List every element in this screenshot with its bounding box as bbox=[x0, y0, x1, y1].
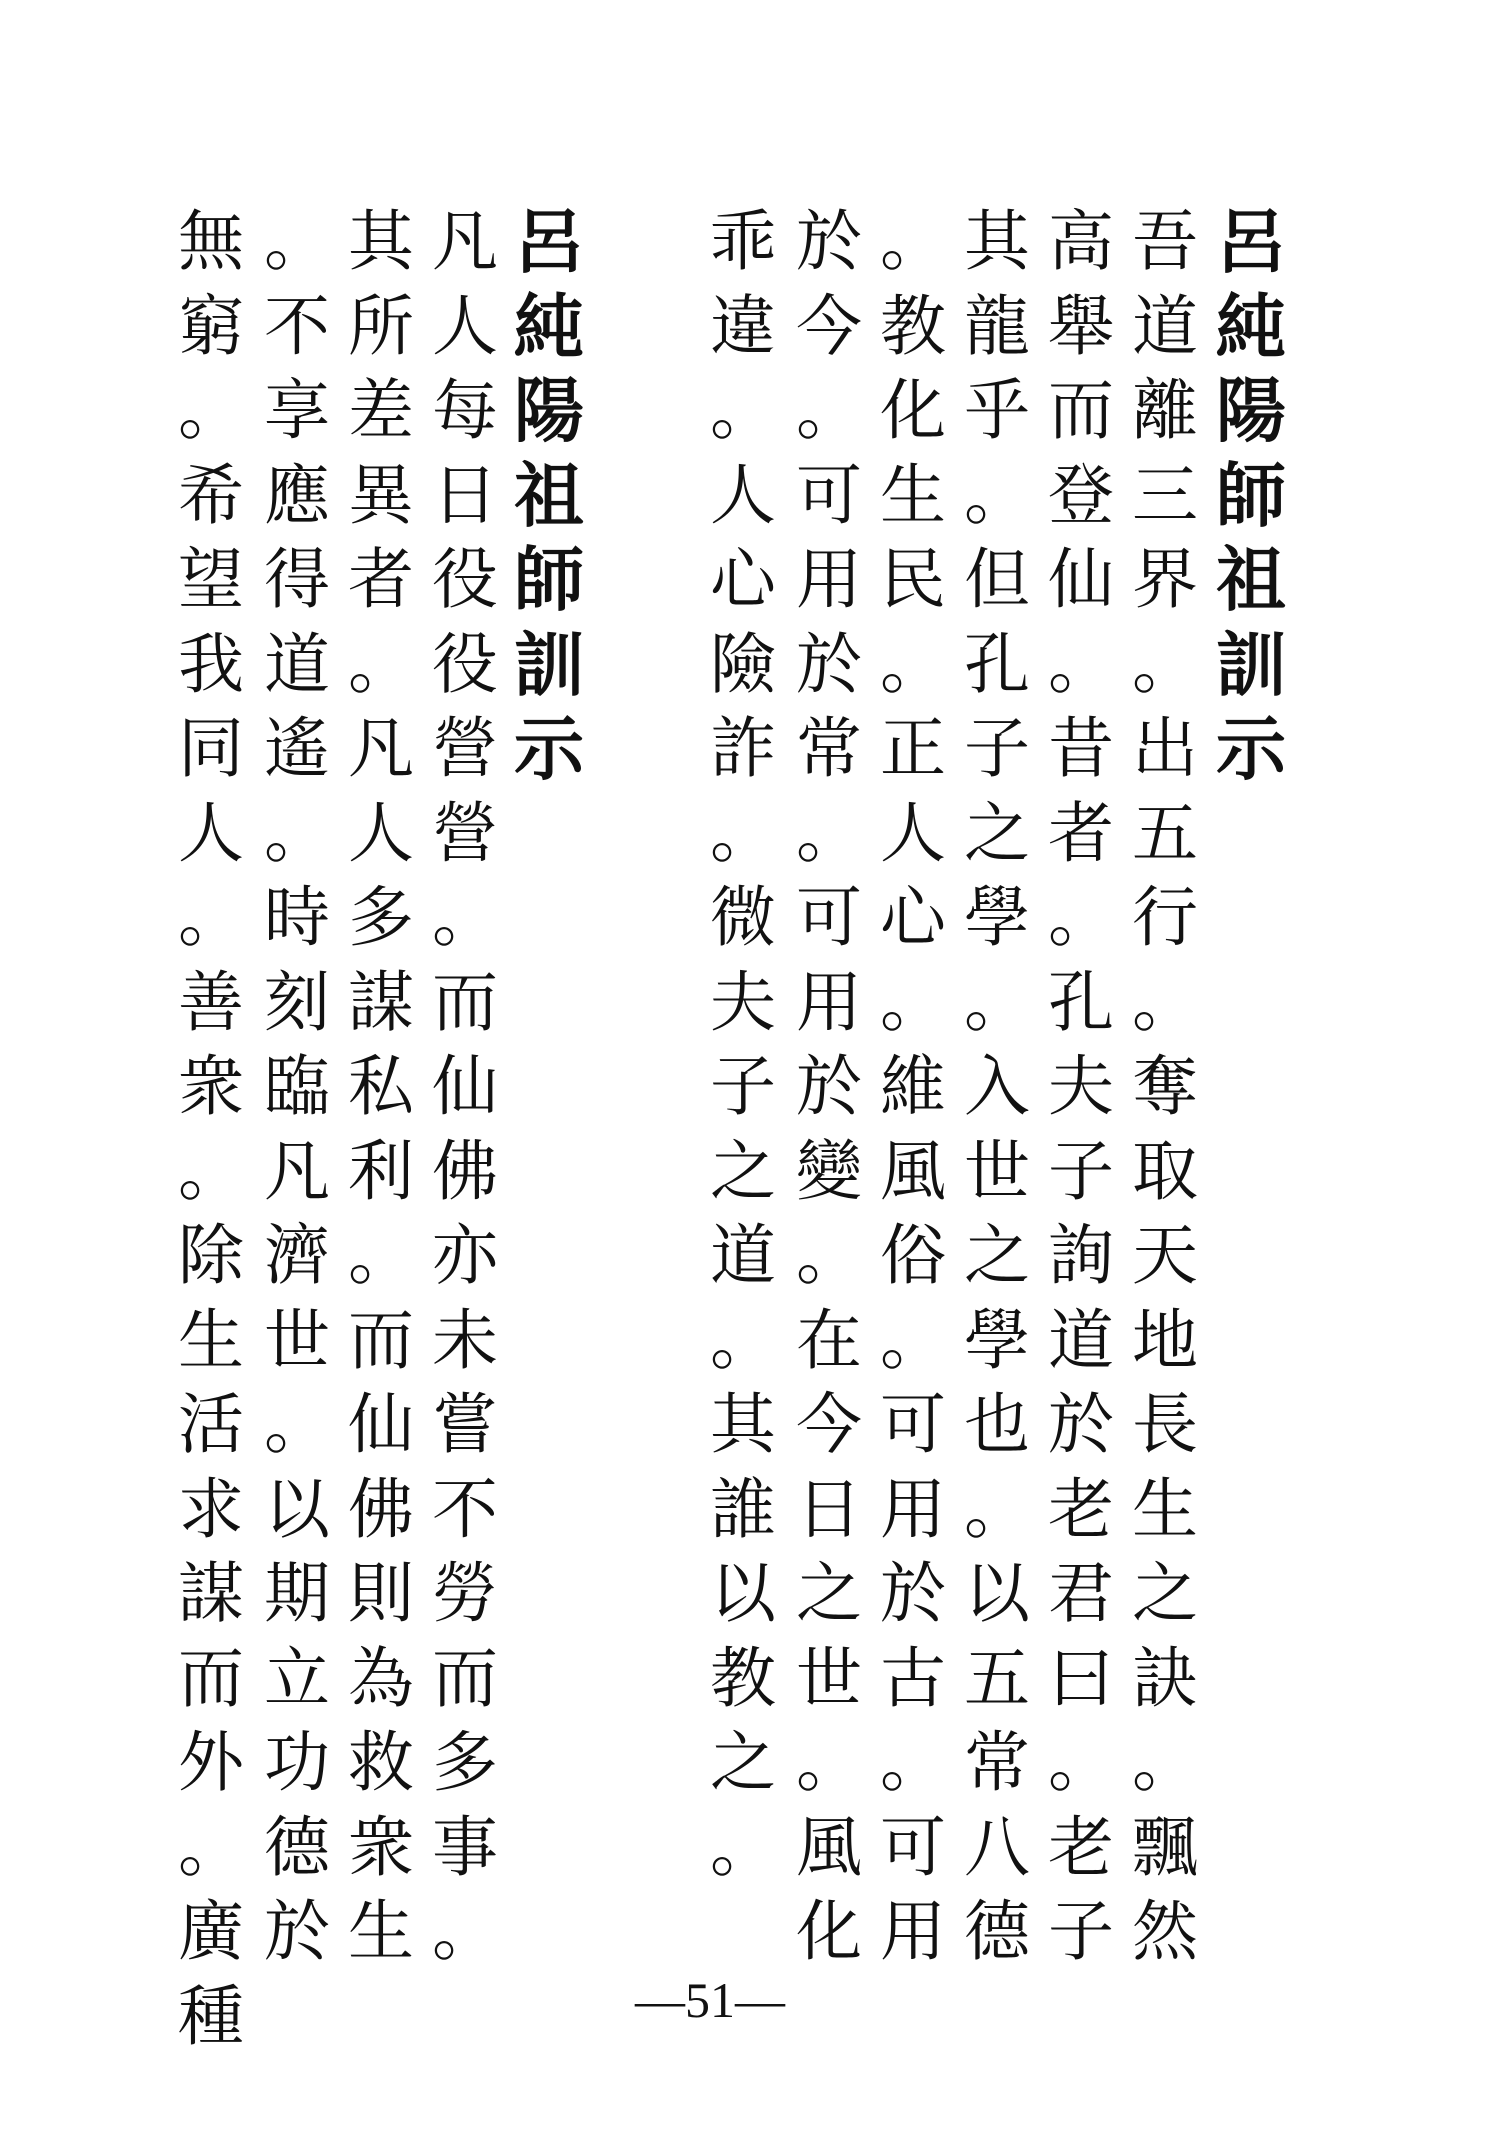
char: 教 bbox=[710, 1639, 776, 1717]
char: 常 bbox=[796, 710, 862, 787]
char: 謀 bbox=[178, 1555, 244, 1632]
char: 人 bbox=[178, 794, 244, 872]
char: 孔 bbox=[1048, 963, 1114, 1041]
char: 老 bbox=[1048, 1808, 1114, 1886]
char: 。 bbox=[178, 1808, 244, 1886]
text-column bbox=[788, 200, 870, 1975]
char: 嘗 bbox=[432, 1386, 498, 1463]
char: 我 bbox=[178, 625, 244, 703]
char: 訓 bbox=[514, 623, 584, 706]
text-column bbox=[256, 200, 338, 1975]
char: 常 bbox=[964, 1724, 1030, 1801]
char: 生 bbox=[348, 1893, 414, 1970]
char: 。 bbox=[880, 1301, 946, 1379]
char: 。 bbox=[264, 203, 330, 280]
char: 仙 bbox=[1048, 541, 1114, 618]
char: 德 bbox=[264, 1808, 330, 1886]
char: 以 bbox=[964, 1555, 1030, 1632]
char: 除 bbox=[178, 1217, 244, 1294]
char: 則 bbox=[348, 1555, 414, 1632]
char: 於 bbox=[796, 625, 862, 703]
char: 生 bbox=[178, 1301, 244, 1379]
char: 然 bbox=[1132, 1893, 1198, 1970]
char: 但 bbox=[964, 541, 1030, 618]
char: 誰 bbox=[710, 1470, 776, 1548]
char: 人 bbox=[432, 287, 498, 365]
char: 道 bbox=[1048, 1301, 1114, 1379]
char: 地 bbox=[1132, 1301, 1198, 1379]
char: 俗 bbox=[880, 1217, 946, 1294]
text-column bbox=[170, 200, 252, 2059]
section-title bbox=[508, 200, 590, 792]
char: 衆 bbox=[348, 1808, 414, 1886]
char: 事 bbox=[432, 1808, 498, 1886]
char: 臨 bbox=[264, 1048, 330, 1125]
char: 天 bbox=[1132, 1217, 1198, 1294]
char: 人 bbox=[880, 794, 946, 872]
char: 。 bbox=[432, 1893, 498, 1970]
char: 為 bbox=[348, 1639, 414, 1717]
char: 活 bbox=[178, 1386, 244, 1463]
char: 。 bbox=[710, 372, 776, 449]
char: 望 bbox=[178, 541, 244, 618]
char: 祖 bbox=[1216, 539, 1286, 621]
char: 。 bbox=[1048, 625, 1114, 703]
char: 子 bbox=[964, 710, 1030, 787]
char: 也 bbox=[964, 1386, 1030, 1463]
char: 役 bbox=[432, 541, 498, 618]
char: 。 bbox=[1132, 625, 1198, 703]
char: 風 bbox=[796, 1808, 862, 1886]
char: 每 bbox=[432, 372, 498, 449]
char: 在 bbox=[796, 1301, 862, 1379]
char: 仙 bbox=[432, 1048, 498, 1125]
char: 五 bbox=[1132, 794, 1198, 872]
char: 生 bbox=[1132, 1470, 1198, 1548]
char: 利 bbox=[348, 1132, 414, 1210]
char: 可 bbox=[880, 1386, 946, 1463]
char: 子 bbox=[1048, 1132, 1114, 1210]
char: 。 bbox=[1048, 1724, 1114, 1801]
char: 而 bbox=[432, 1639, 498, 1717]
char: 。 bbox=[178, 372, 244, 449]
char: 之 bbox=[1132, 1555, 1198, 1632]
char: 陽 bbox=[514, 370, 584, 452]
char: 。 bbox=[796, 372, 862, 449]
char: 乖 bbox=[710, 203, 776, 280]
char: 登 bbox=[1048, 456, 1114, 534]
text-column bbox=[872, 200, 954, 1975]
char: 所 bbox=[348, 287, 414, 365]
char: 曰 bbox=[1048, 1639, 1114, 1717]
char: 。 bbox=[178, 1132, 244, 1210]
char: 純 bbox=[1216, 285, 1286, 368]
char: 其 bbox=[964, 203, 1030, 280]
char: 。 bbox=[796, 794, 862, 872]
char: 。 bbox=[796, 1217, 862, 1294]
char: 而 bbox=[432, 963, 498, 1041]
char: 詐 bbox=[710, 710, 776, 787]
char: 。 bbox=[264, 1386, 330, 1463]
char: 廣 bbox=[178, 1893, 244, 1970]
char: 時 bbox=[264, 879, 330, 956]
char: 化 bbox=[880, 372, 946, 449]
char: 以 bbox=[264, 1470, 330, 1548]
char: 可 bbox=[880, 1808, 946, 1886]
char: 佛 bbox=[348, 1470, 414, 1548]
char: 而 bbox=[178, 1639, 244, 1717]
char: 役 bbox=[432, 625, 498, 703]
char: 高 bbox=[1048, 203, 1114, 280]
char: 無 bbox=[178, 203, 244, 280]
char: 善 bbox=[178, 963, 244, 1041]
char: 正 bbox=[880, 710, 946, 787]
char: 者 bbox=[348, 541, 414, 618]
char: 異 bbox=[348, 456, 414, 534]
char: 舉 bbox=[1048, 287, 1114, 365]
text-column bbox=[956, 200, 1038, 1975]
char: 。 bbox=[348, 625, 414, 703]
char: 人 bbox=[710, 456, 776, 534]
char: 。 bbox=[964, 963, 1030, 1041]
text-column bbox=[1040, 200, 1122, 1975]
char: 變 bbox=[796, 1132, 862, 1210]
char: 訣 bbox=[1132, 1639, 1198, 1717]
char: 入 bbox=[964, 1048, 1030, 1125]
char: 窮 bbox=[178, 287, 244, 365]
char: 不 bbox=[264, 287, 330, 365]
char: 應 bbox=[264, 456, 330, 534]
char: 於 bbox=[796, 1048, 862, 1125]
char: 昔 bbox=[1048, 710, 1114, 787]
char: 。 bbox=[710, 1301, 776, 1379]
char: 微 bbox=[710, 879, 776, 956]
char: 而 bbox=[1048, 372, 1114, 449]
char: 吾 bbox=[1132, 203, 1198, 280]
char: 凡 bbox=[348, 710, 414, 787]
char: 今 bbox=[796, 287, 862, 365]
char: 期 bbox=[264, 1555, 330, 1632]
char: 。 bbox=[178, 879, 244, 956]
char: 以 bbox=[710, 1555, 776, 1632]
char: 。 bbox=[264, 794, 330, 872]
char: 多 bbox=[348, 879, 414, 956]
char: 凡 bbox=[432, 203, 498, 280]
char: 。 bbox=[1048, 879, 1114, 956]
text-column bbox=[424, 200, 506, 1975]
char: 訓 bbox=[1216, 623, 1286, 706]
char: 險 bbox=[710, 625, 776, 703]
char: 種 bbox=[178, 1977, 244, 2055]
char: 世 bbox=[264, 1301, 330, 1379]
char: 出 bbox=[1132, 710, 1198, 787]
char: 民 bbox=[880, 541, 946, 618]
char: 差 bbox=[348, 372, 414, 449]
char: 君 bbox=[1048, 1555, 1114, 1632]
char: 日 bbox=[796, 1470, 862, 1548]
char: 可 bbox=[796, 879, 862, 956]
char: 用 bbox=[880, 1893, 946, 1970]
char: 道 bbox=[1132, 287, 1198, 365]
char: 於 bbox=[1048, 1386, 1114, 1463]
char: 子 bbox=[1048, 1893, 1114, 1970]
text-column bbox=[340, 200, 422, 1975]
char: 夫 bbox=[710, 963, 776, 1041]
char: 濟 bbox=[264, 1217, 330, 1294]
char: 佛 bbox=[432, 1132, 498, 1210]
char: 勞 bbox=[432, 1555, 498, 1632]
char: 。 bbox=[432, 879, 498, 956]
char: 之 bbox=[710, 1724, 776, 1801]
char: 可 bbox=[796, 456, 862, 534]
char: 夫 bbox=[1048, 1048, 1114, 1125]
char: 用 bbox=[796, 963, 862, 1041]
char: 。 bbox=[710, 1808, 776, 1886]
char: 風 bbox=[880, 1132, 946, 1210]
char: 道 bbox=[264, 625, 330, 703]
char: 界 bbox=[1132, 541, 1198, 618]
char: 其 bbox=[710, 1386, 776, 1463]
char: 之 bbox=[796, 1555, 862, 1632]
text-column bbox=[702, 200, 784, 1890]
char: 違 bbox=[710, 287, 776, 365]
char: 龍 bbox=[964, 287, 1030, 365]
char: 多 bbox=[432, 1724, 498, 1801]
char: 呂 bbox=[514, 201, 584, 283]
char: 用 bbox=[880, 1470, 946, 1548]
char: 。 bbox=[348, 1217, 414, 1294]
char: 人 bbox=[348, 794, 414, 872]
char: 亦 bbox=[432, 1217, 498, 1294]
char: 生 bbox=[880, 456, 946, 534]
char: 學 bbox=[964, 1301, 1030, 1379]
char: 維 bbox=[880, 1048, 946, 1125]
char: 示 bbox=[1216, 708, 1286, 790]
page-number: —51— bbox=[635, 1972, 785, 2028]
char: 取 bbox=[1132, 1132, 1198, 1210]
char: 示 bbox=[514, 708, 584, 790]
char: 行 bbox=[1132, 879, 1198, 956]
char: 之 bbox=[964, 794, 1030, 872]
char: 於 bbox=[264, 1893, 330, 1970]
char: 乎 bbox=[964, 372, 1030, 449]
char: 老 bbox=[1048, 1470, 1114, 1548]
char: 奪 bbox=[1132, 1048, 1198, 1125]
char: 。 bbox=[880, 963, 946, 1041]
char: 之 bbox=[964, 1217, 1030, 1294]
char: 日 bbox=[432, 456, 498, 534]
char: 救 bbox=[348, 1724, 414, 1801]
char: 世 bbox=[964, 1132, 1030, 1210]
char: 師 bbox=[514, 539, 584, 621]
char: 。 bbox=[880, 1724, 946, 1801]
char: 飄 bbox=[1132, 1808, 1198, 1886]
char: 孔 bbox=[964, 625, 1030, 703]
char: 化 bbox=[796, 1893, 862, 1970]
char: 私 bbox=[348, 1048, 414, 1125]
char: 。 bbox=[796, 1724, 862, 1801]
char: 。 bbox=[964, 456, 1030, 534]
char: 今 bbox=[796, 1386, 862, 1463]
char: 之 bbox=[710, 1132, 776, 1210]
char: 道 bbox=[710, 1217, 776, 1294]
char: 立 bbox=[264, 1639, 330, 1717]
char: 謀 bbox=[348, 963, 414, 1041]
char: 其 bbox=[348, 203, 414, 280]
char: 師 bbox=[1216, 454, 1286, 537]
char: 德 bbox=[964, 1893, 1030, 1970]
char: 仙 bbox=[348, 1386, 414, 1463]
char: 同 bbox=[178, 710, 244, 787]
char: 心 bbox=[710, 541, 776, 618]
char: 未 bbox=[432, 1301, 498, 1379]
char: 祖 bbox=[514, 454, 584, 537]
char: 三 bbox=[1132, 456, 1198, 534]
char: 五 bbox=[964, 1639, 1030, 1717]
char: 。 bbox=[1132, 963, 1198, 1041]
char: 呂 bbox=[1216, 201, 1286, 283]
char: 子 bbox=[710, 1048, 776, 1125]
char: 學 bbox=[964, 879, 1030, 956]
char: 於 bbox=[796, 203, 862, 280]
char: 。 bbox=[880, 625, 946, 703]
char: 世 bbox=[796, 1639, 862, 1717]
char: 。 bbox=[880, 203, 946, 280]
char: 古 bbox=[880, 1639, 946, 1717]
char: 者 bbox=[1048, 794, 1114, 872]
char: 。 bbox=[1132, 1724, 1198, 1801]
char: 。 bbox=[964, 1470, 1030, 1548]
char: 長 bbox=[1132, 1386, 1198, 1463]
char: 陽 bbox=[1216, 370, 1286, 452]
char: 用 bbox=[796, 541, 862, 618]
char: 於 bbox=[880, 1555, 946, 1632]
char: 不 bbox=[432, 1470, 498, 1548]
char: 凡 bbox=[264, 1132, 330, 1210]
char: 營 bbox=[432, 794, 498, 872]
char: 而 bbox=[348, 1301, 414, 1379]
char: 享 bbox=[264, 372, 330, 449]
char: 外 bbox=[178, 1724, 244, 1801]
char: 希 bbox=[178, 456, 244, 534]
section-title bbox=[1210, 200, 1292, 792]
char: 求 bbox=[178, 1470, 244, 1548]
text-column bbox=[1124, 200, 1206, 1975]
char: 營 bbox=[432, 710, 498, 787]
char: 功 bbox=[264, 1724, 330, 1801]
char: 教 bbox=[880, 287, 946, 365]
char: 遙 bbox=[264, 710, 330, 787]
char: 刻 bbox=[264, 963, 330, 1041]
char: 心 bbox=[880, 879, 946, 956]
char: 衆 bbox=[178, 1048, 244, 1125]
char: 八 bbox=[964, 1808, 1030, 1886]
char: 離 bbox=[1132, 372, 1198, 449]
char: 詢 bbox=[1048, 1217, 1114, 1294]
char: 純 bbox=[514, 285, 584, 368]
char: 。 bbox=[710, 794, 776, 872]
char: 得 bbox=[264, 541, 330, 618]
